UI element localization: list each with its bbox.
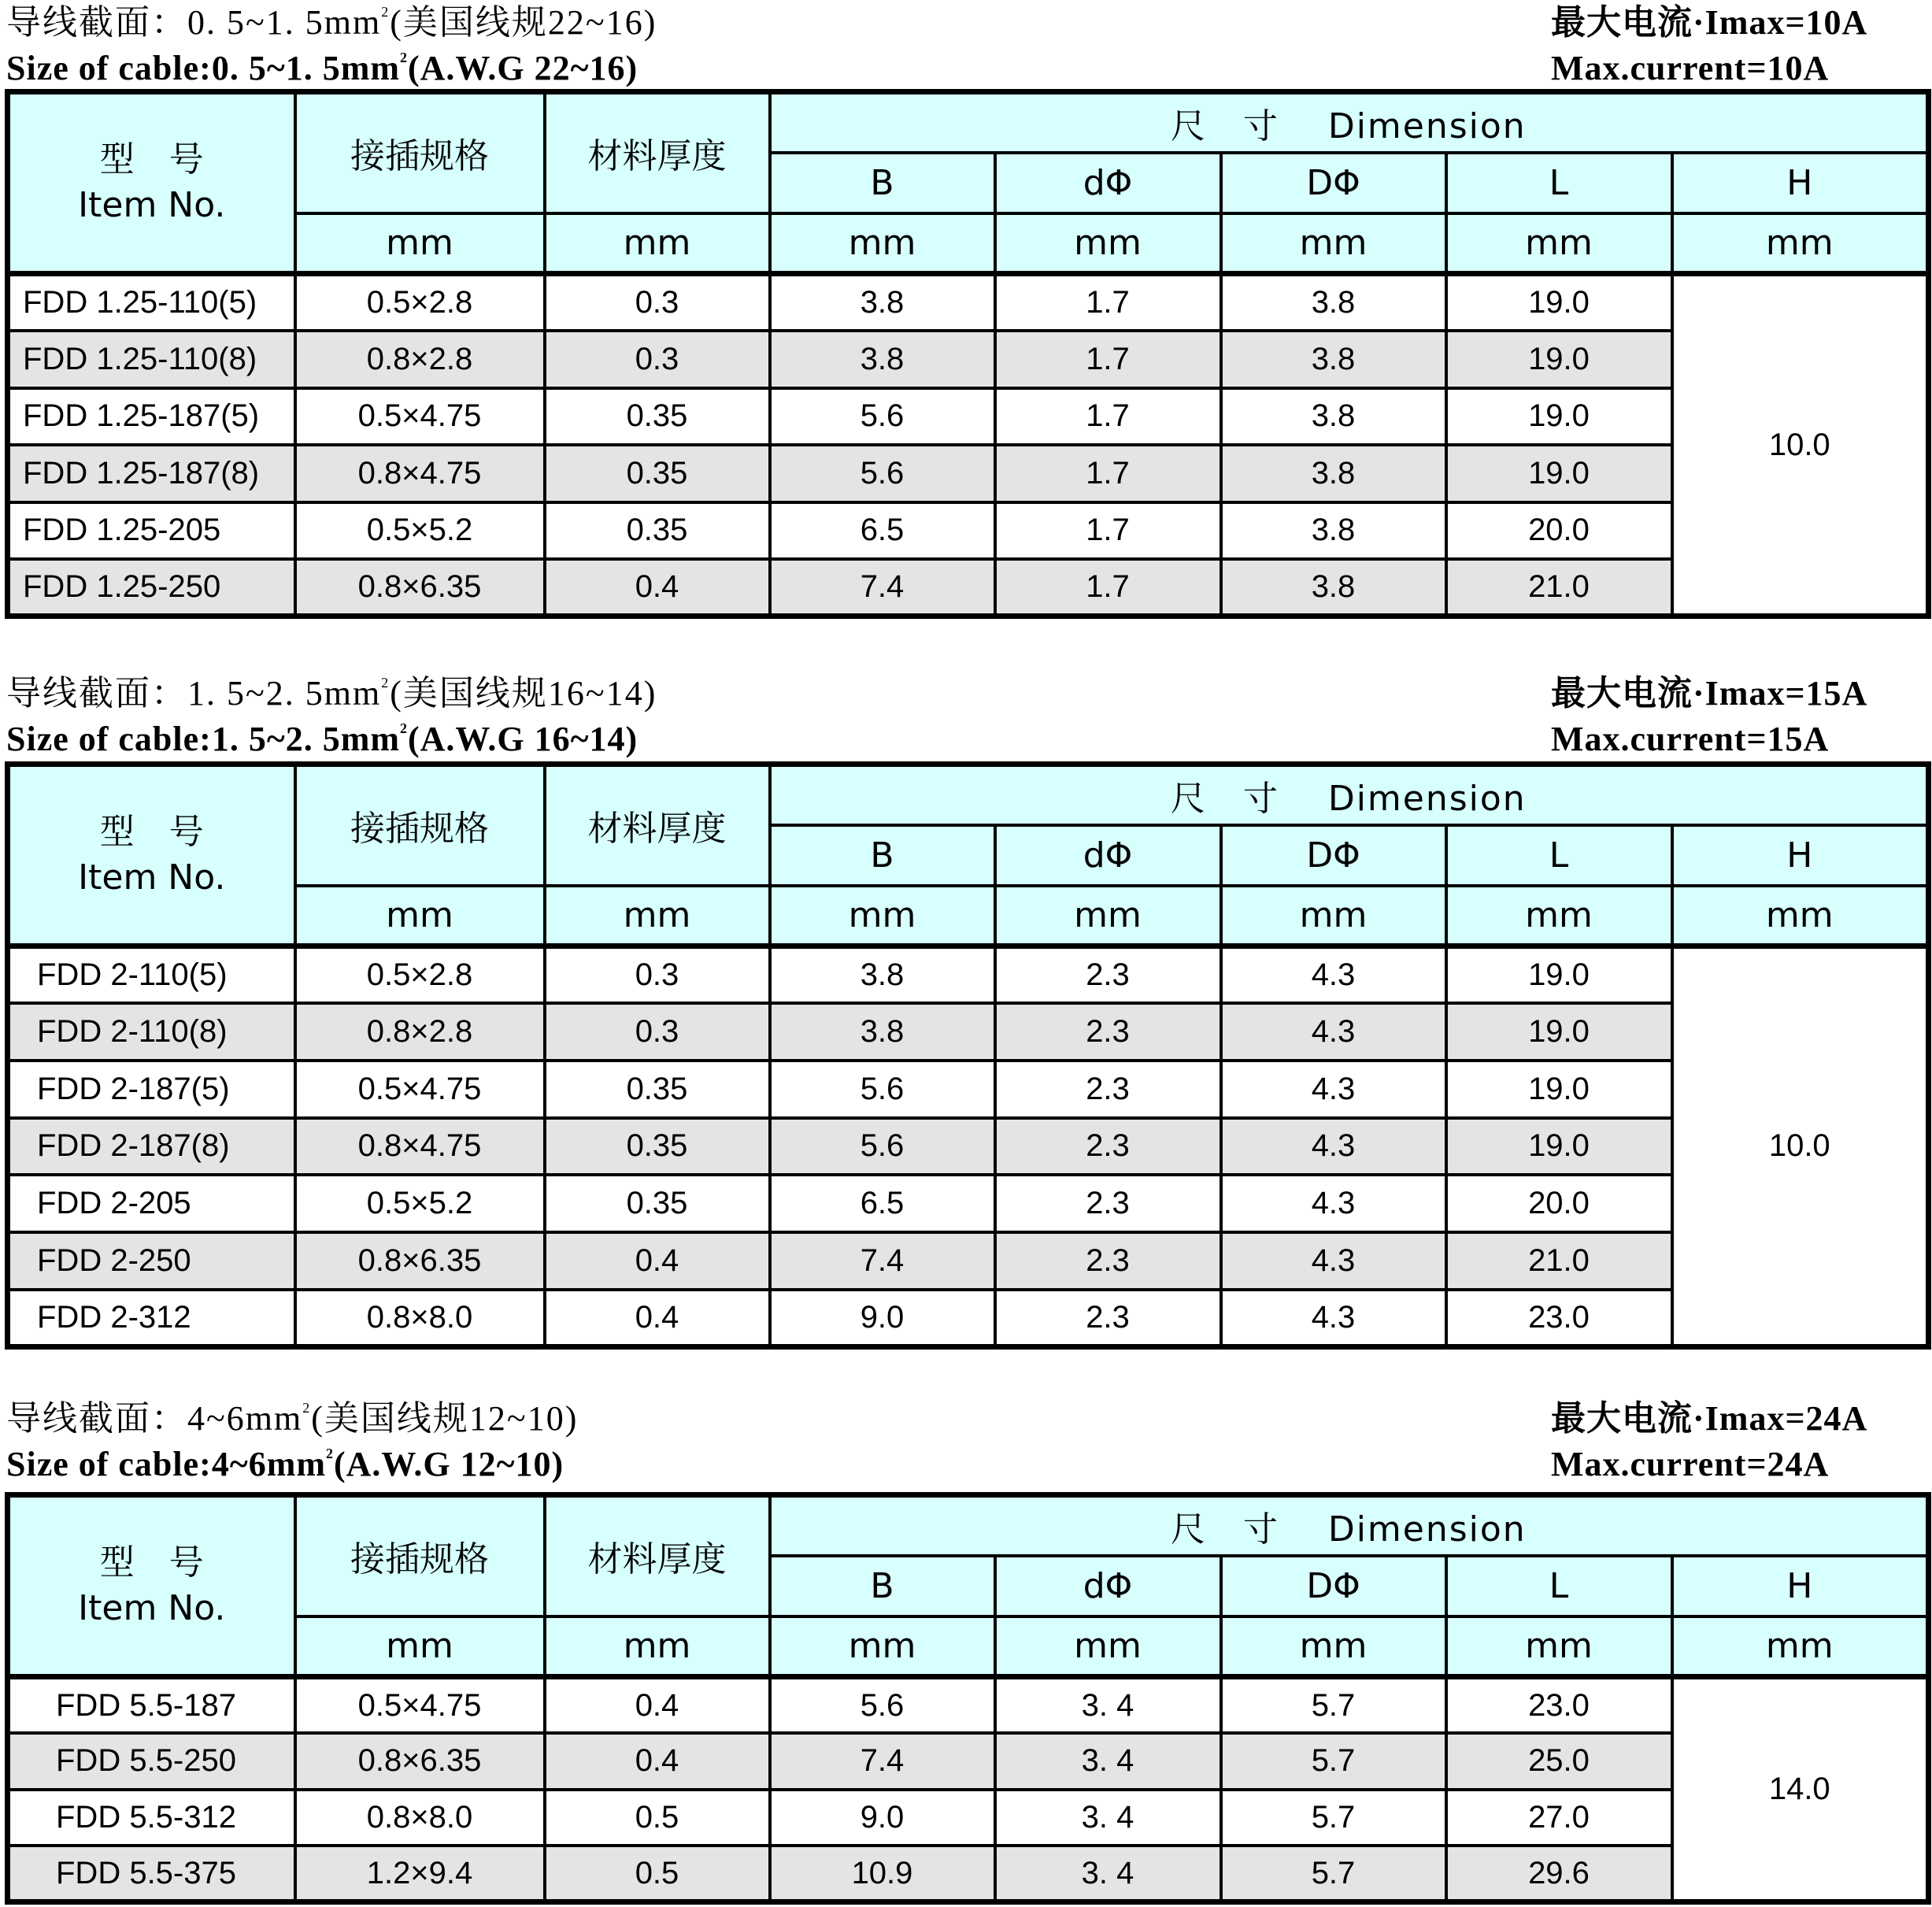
table-row	[8, 1733, 1929, 1790]
col-thickness: 材料厚度	[545, 1495, 770, 1616]
col-l: L	[1446, 825, 1672, 886]
cable-size-heading	[6, 671, 657, 762]
table-header	[8, 765, 1929, 946]
item-no-cell: FDD 1.25-110(5)	[8, 274, 295, 331]
item-no-cell: FDD 2-250	[8, 1232, 295, 1290]
thickness-cell: 0.35	[545, 1118, 770, 1176]
tab-spec-cell: 0.8×6.35	[295, 1232, 545, 1290]
d-outer-cell: 3.8	[1221, 559, 1446, 617]
item-no-cell: FDD 2-205	[8, 1175, 295, 1232]
col-tab-spec: 接插规格	[295, 1495, 545, 1616]
unit-tab-spec: mm	[295, 1616, 545, 1677]
table-row	[8, 559, 1929, 617]
d-outer-cell: 4.3	[1221, 946, 1446, 1004]
l-cell: 19.0	[1446, 946, 1672, 1004]
thickness-cell: 0.35	[545, 1061, 770, 1118]
table-row	[8, 1118, 1929, 1176]
b-cell: 5.6	[770, 1061, 995, 1118]
table-row	[8, 445, 1929, 502]
l-cell: 20.0	[1446, 1175, 1672, 1232]
l-cell: 27.0	[1446, 1790, 1672, 1846]
unit-d-inner: mm	[995, 213, 1221, 274]
col-dimension: 尺 寸 Dimension	[770, 1495, 1929, 1556]
d-outer-cell: 5.7	[1221, 1677, 1446, 1734]
table-header	[8, 1495, 1929, 1677]
thickness-cell: 0.3	[545, 274, 770, 331]
d-inner-cell: 2.3	[995, 946, 1221, 1004]
l-cell: 19.0	[1446, 1118, 1672, 1176]
thickness-cell: 0.35	[545, 502, 770, 560]
col-d-outer: DΦ	[1221, 153, 1446, 213]
item-no-cell: FDD 1.25-110(8)	[8, 331, 295, 388]
thickness-cell: 0.4	[545, 1232, 770, 1290]
spec-table	[5, 89, 1931, 619]
table-row	[8, 1175, 1929, 1232]
col-b: B	[770, 153, 995, 213]
max-current-heading	[1551, 1396, 1867, 1487]
table-body	[8, 1677, 1929, 1902]
unit-h: mm	[1672, 1616, 1929, 1677]
thickness-cell: 0.3	[545, 331, 770, 388]
d-outer-cell: 5.7	[1221, 1790, 1446, 1846]
b-cell: 6.5	[770, 1175, 995, 1232]
tab-spec-cell: 0.8×8.0	[295, 1790, 545, 1846]
d-inner-cell: 2.3	[995, 1175, 1221, 1232]
d-inner-cell: 2.3	[995, 1061, 1221, 1118]
l-cell: 19.0	[1446, 445, 1672, 502]
b-cell: 7.4	[770, 1232, 995, 1290]
d-outer-cell: 3.8	[1221, 445, 1446, 502]
unit-thickness: mm	[545, 213, 770, 274]
b-cell: 6.5	[770, 502, 995, 560]
unit-d-inner: mm	[995, 886, 1221, 946]
unit-tab-spec: mm	[295, 886, 545, 946]
item-no-cell: FDD 5.5-250	[8, 1733, 295, 1790]
col-item-no: 型 号 Item No.	[8, 765, 295, 946]
d-inner-cell: 3. 4	[995, 1790, 1221, 1846]
d-inner-cell: 1.7	[995, 445, 1221, 502]
col-l: L	[1446, 153, 1672, 213]
thickness-cell: 0.5	[545, 1790, 770, 1846]
l-cell: 23.0	[1446, 1677, 1672, 1734]
l-cell: 29.6	[1446, 1846, 1672, 1902]
col-thickness: 材料厚度	[545, 765, 770, 886]
unit-b: mm	[770, 213, 995, 274]
cable-size-en: Size of $cable:4\sim 6mm^2(A.W.G$ 12~10)	[6, 1445, 564, 1483]
unit-l: mm	[1446, 213, 1672, 274]
unit-d-outer: mm	[1221, 213, 1446, 274]
col-item-no: 型 号 Item No.	[8, 1495, 295, 1677]
col-b: B	[770, 825, 995, 886]
thickness-cell: 0.4	[545, 1290, 770, 1347]
unit-h: mm	[1672, 886, 1929, 946]
l-cell: 19.0	[1446, 1003, 1672, 1061]
tab-spec-cell: 0.5×5.2	[295, 502, 545, 560]
b-cell: 5.6	[770, 388, 995, 446]
b-cell: 5.6	[770, 1677, 995, 1734]
tab-spec-cell: 0.8×4.75	[295, 1118, 545, 1176]
thickness-cell: 0.35	[545, 445, 770, 502]
unit-b: mm	[770, 886, 995, 946]
thickness-cell: 0.4	[545, 1677, 770, 1734]
col-d-inner: dΦ	[995, 1556, 1221, 1616]
b-cell: 3.8	[770, 946, 995, 1004]
d-inner-cell: 1.7	[995, 331, 1221, 388]
d-outer-cell: 4.3	[1221, 1175, 1446, 1232]
d-inner-cell: 2.3	[995, 1118, 1221, 1176]
col-h: H	[1672, 153, 1929, 213]
max-current-cn: 最大电流·Imax=10A	[1551, 3, 1868, 42]
tab-spec-cell: 0.5×4.75	[295, 388, 545, 446]
item-no-cell: FDD 2-187(5)	[8, 1061, 295, 1118]
unit-d-outer: mm	[1221, 1616, 1446, 1677]
d-outer-cell: 3.8	[1221, 502, 1446, 560]
cable-size-cn: 导线截面：0. 5~1. $5mm^2$(美国线规22~16)	[6, 3, 657, 42]
h-cell: 10.0	[1672, 946, 1929, 1347]
table-row	[8, 1232, 1929, 1290]
table-row	[8, 1061, 1929, 1118]
b-cell: 3.8	[770, 1003, 995, 1061]
cable-size-en: Size of cable:1. 5~2. $5mm^2(A.W.G$ 16~14)	[6, 720, 638, 758]
table-body	[8, 946, 1929, 1347]
col-tab-spec: 接插规格	[295, 92, 545, 213]
tab-spec-cell: 0.8×2.8	[295, 1003, 545, 1061]
d-outer-cell: 5.7	[1221, 1733, 1446, 1790]
table-row	[8, 946, 1929, 1004]
h-cell: 10.0	[1672, 274, 1929, 617]
l-cell: 19.0	[1446, 388, 1672, 446]
table-row	[8, 274, 1929, 331]
col-l: L	[1446, 1556, 1672, 1616]
d-inner-cell: 1.7	[995, 274, 1221, 331]
unit-h: mm	[1672, 213, 1929, 274]
tab-spec-cell: 0.5×2.8	[295, 274, 545, 331]
item-no-cell: FDD 5.5-375	[8, 1846, 295, 1902]
tab-spec-cell: 0.8×4.75	[295, 445, 545, 502]
unit-b: mm	[770, 1616, 995, 1677]
b-cell: 7.4	[770, 1733, 995, 1790]
d-inner-cell: 3. 4	[995, 1846, 1221, 1902]
col-d-outer: DΦ	[1221, 1556, 1446, 1616]
d-inner-cell: 2.3	[995, 1232, 1221, 1290]
thickness-cell: 0.3	[545, 1003, 770, 1061]
cable-size-en: Size of cable:0. 5~1. $5mm^2(A.W.G$ 22~16)	[6, 49, 638, 87]
d-outer-cell: 4.3	[1221, 1232, 1446, 1290]
b-cell: 3.8	[770, 274, 995, 331]
table-header	[8, 92, 1929, 274]
item-no-cell: FDD 1.25-187(8)	[8, 445, 295, 502]
max-current-en: Max.current=15A	[1551, 720, 1830, 758]
item-no-cell: FDD 5.5-187	[8, 1677, 295, 1734]
col-h: H	[1672, 1556, 1929, 1616]
table-row	[8, 1003, 1929, 1061]
cable-size-heading	[6, 1396, 578, 1487]
thickness-cell: 0.3	[545, 946, 770, 1004]
col-b: B	[770, 1556, 995, 1616]
l-cell: 19.0	[1446, 1061, 1672, 1118]
b-cell: 5.6	[770, 445, 995, 502]
h-cell: 14.0	[1672, 1677, 1929, 1902]
col-item-no: 型 号 Item No.	[8, 92, 295, 274]
d-outer-cell: 4.3	[1221, 1003, 1446, 1061]
d-outer-cell: 3.8	[1221, 388, 1446, 446]
table-row	[8, 1677, 1929, 1734]
unit-d-inner: mm	[995, 1616, 1221, 1677]
b-cell: 5.6	[770, 1118, 995, 1176]
thickness-cell: 0.5	[545, 1846, 770, 1902]
spec-table	[5, 1492, 1931, 1905]
table-row	[8, 502, 1929, 560]
d-outer-cell: 5.7	[1221, 1846, 1446, 1902]
thickness-cell: 0.4	[545, 559, 770, 617]
spec-table	[5, 761, 1931, 1350]
b-cell: 7.4	[770, 559, 995, 617]
unit-tab-spec: mm	[295, 213, 545, 274]
col-dimension: 尺 寸 Dimension	[770, 92, 1929, 153]
d-inner-cell: 2.3	[995, 1003, 1221, 1061]
tab-spec-cell: 0.8×2.8	[295, 331, 545, 388]
l-cell: 25.0	[1446, 1733, 1672, 1790]
table-row	[8, 1290, 1929, 1347]
tab-spec-cell: 0.5×4.75	[295, 1061, 545, 1118]
item-no-cell: FDD 1.25-250	[8, 559, 295, 617]
cable-size-heading	[6, 0, 657, 91]
tab-spec-cell: 0.8×6.35	[295, 1733, 545, 1790]
unit-l: mm	[1446, 1616, 1672, 1677]
item-no-cell: FDD 1.25-205	[8, 502, 295, 560]
max-current-heading	[1551, 671, 1867, 762]
cable-size-cn: 导线截面：$4\sim 6mm^2$(美国线规12~10)	[6, 1399, 579, 1438]
item-no-cell: FDD 2-110(5)	[8, 946, 295, 1004]
l-cell: 19.0	[1446, 331, 1672, 388]
unit-thickness: mm	[545, 886, 770, 946]
thickness-cell: 0.35	[545, 388, 770, 446]
d-inner-cell: 3. 4	[995, 1733, 1221, 1790]
d-outer-cell: 3.8	[1221, 274, 1446, 331]
b-cell: 9.0	[770, 1790, 995, 1846]
table-row	[8, 388, 1929, 446]
col-d-outer: DΦ	[1221, 825, 1446, 886]
cable-size-cn: 导线截面：1. 5~2. $5mm^2$(美国线规16~14)	[6, 674, 657, 713]
table-row	[8, 331, 1929, 388]
d-inner-cell: 1.7	[995, 388, 1221, 446]
d-inner-cell: 1.7	[995, 502, 1221, 560]
item-no-cell: FDD 2-312	[8, 1290, 295, 1347]
l-cell: 23.0	[1446, 1290, 1672, 1347]
col-tab-spec: 接插规格	[295, 765, 545, 886]
d-inner-cell: 3. 4	[995, 1677, 1221, 1734]
max-current-cn: 最大电流·Imax=15A	[1551, 674, 1868, 713]
max-current-en: Max.current=24A	[1551, 1445, 1830, 1483]
max-current-en: Max.current=10A	[1551, 49, 1830, 87]
d-outer-cell: 4.3	[1221, 1061, 1446, 1118]
col-d-inner: dΦ	[995, 825, 1221, 886]
tab-spec-cell: 0.5×2.8	[295, 946, 545, 1004]
max-current-heading	[1551, 0, 1867, 91]
d-outer-cell: 3.8	[1221, 331, 1446, 388]
unit-l: mm	[1446, 886, 1672, 946]
item-no-cell: FDD 5.5-312	[8, 1790, 295, 1846]
b-cell: 3.8	[770, 331, 995, 388]
d-outer-cell: 4.3	[1221, 1118, 1446, 1176]
unit-thickness: mm	[545, 1616, 770, 1677]
col-dimension: 尺 寸 Dimension	[770, 765, 1929, 825]
b-cell: 10.9	[770, 1846, 995, 1902]
tab-spec-cell: 1.2×9.4	[295, 1846, 545, 1902]
item-no-cell: FDD 2-187(8)	[8, 1118, 295, 1176]
l-cell: 19.0	[1446, 274, 1672, 331]
d-outer-cell: 4.3	[1221, 1290, 1446, 1347]
col-d-inner: dΦ	[995, 153, 1221, 213]
table-row	[8, 1846, 1929, 1902]
tab-spec-cell: 0.5×5.2	[295, 1175, 545, 1232]
d-inner-cell: 2.3	[995, 1290, 1221, 1347]
tab-spec-cell: 0.8×8.0	[295, 1290, 545, 1347]
item-no-cell: FDD 1.25-187(5)	[8, 388, 295, 446]
l-cell: 21.0	[1446, 559, 1672, 617]
tab-spec-cell: 0.8×6.35	[295, 559, 545, 617]
d-inner-cell: 1.7	[995, 559, 1221, 617]
l-cell: 20.0	[1446, 502, 1672, 560]
unit-d-outer: mm	[1221, 886, 1446, 946]
b-cell: 9.0	[770, 1290, 995, 1347]
l-cell: 21.0	[1446, 1232, 1672, 1290]
table-body	[8, 274, 1929, 617]
col-h: H	[1672, 825, 1929, 886]
max-current-cn: 最大电流·Imax=24A	[1551, 1399, 1868, 1438]
thickness-cell: 0.35	[545, 1175, 770, 1232]
col-thickness: 材料厚度	[545, 92, 770, 213]
tab-spec-cell: 0.5×4.75	[295, 1677, 545, 1734]
item-no-cell: FDD 2-110(8)	[8, 1003, 295, 1061]
thickness-cell: 0.4	[545, 1733, 770, 1790]
table-row	[8, 1790, 1929, 1846]
